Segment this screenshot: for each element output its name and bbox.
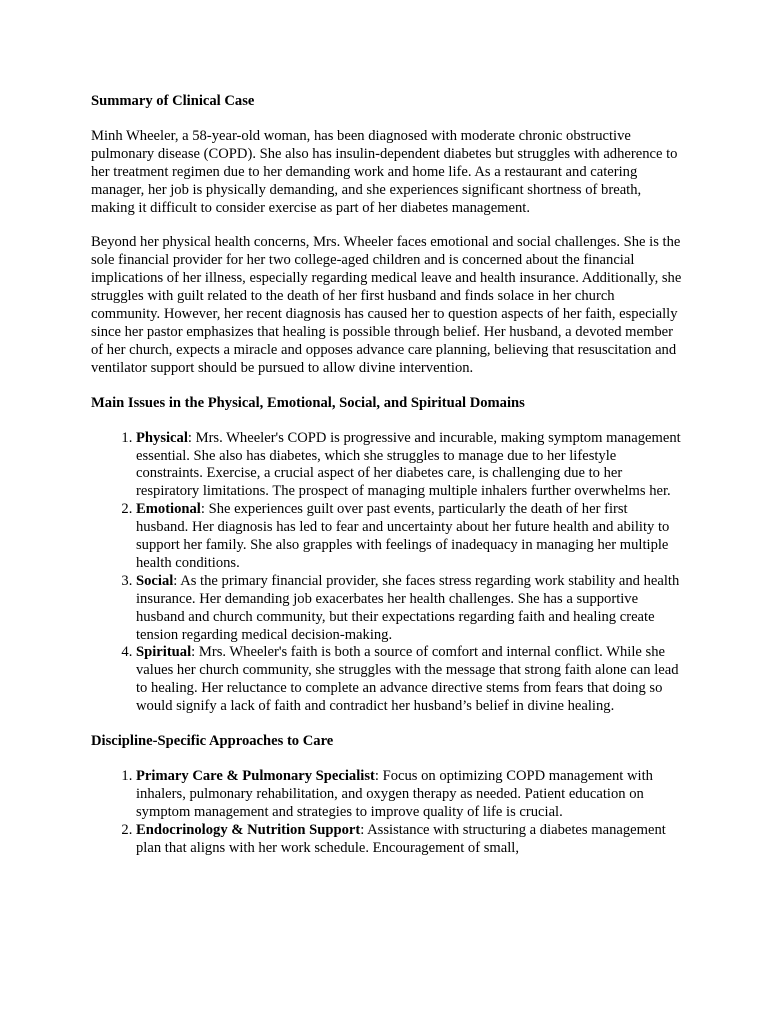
approach-text: : Focus on optimizing COPD management with inhalers, pulmonary rehabilitation, and oxygen therapy as needed. Patient education on symptom management and strategies to improve quality of life is crucial. (136, 768, 653, 820)
list-item (136, 573, 683, 645)
approach-term: Endocrinology & Nutrition Support (136, 821, 361, 838)
issue-term: Social (136, 572, 174, 589)
issue-text: : Mrs. Wheeler's COPD is progressive and incurable, making symptom management essential. She also has diabetes, which she struggles to manage due to her lifestyle constraints. Exercise, a crucial aspect of her diabetes care, is challenging due to her respiratory limitations. The prospect of managing multiple inhalers further overwhelms her. (136, 429, 681, 500)
issues-heading: Main Issues in the Physical, Emotional, Social, and Spiritual Domains (91, 394, 525, 411)
list-item (136, 768, 683, 822)
document-body (91, 93, 683, 858)
issue-term: Physical (136, 429, 188, 446)
approaches-heading: Discipline-Specific Approaches to Care (91, 733, 334, 750)
list-item (136, 822, 683, 858)
summary-paragraph-2: Beyond her physical health concerns, Mrs. Wheeler faces emotional and social challenges. She is the sole financial provider for her two college-aged children and is concerned about the financial implications of her illness, especially regarding medical leave and health insurance. Additionally, she struggles with guilt related to the death of her first husband and finds solace in her church community. However, her recent diagnosis has caused her to question aspects of her faith, especially since her pastor emphasizes that healing is possible through belief. Her husband, a devoted member of her church, expects a miracle and opposes advance care planning, believing that resuscitation and ventilator support should be pursued to allow divine intervention. (91, 234, 682, 376)
issue-term: Emotional (136, 501, 201, 518)
issue-text: : She experiences guilt over past events, particularly the death of her first husband. Her diagnosis has led to fear and uncertainty about her future health and ability to support her family. She also grapples with feelings of inadequacy in managing her multiple health conditions. (136, 501, 670, 571)
issue-term: Spiritual (136, 644, 192, 661)
list-item (136, 644, 683, 716)
summary-heading: Summary of Clinical Case (91, 93, 255, 109)
approach-term: Primary Care & Pulmonary Specialist (136, 768, 375, 784)
summary-paragraph-1: Minh Wheeler, a 58-year-old woman, has been diagnosed with moderate chronic obstructive pulmonary disease (COPD). She also has insulin-dependent diabetes but struggles with adherence to her treatment regimen due to her demanding work and home life. As a restaurant and catering manager, her job is physically demanding, and she experiences significant shortness of breath, making it difficult to consider exercise as part of her diabetes management. (91, 127, 678, 216)
list-item (136, 430, 683, 502)
issue-text: : Mrs. Wheeler's faith is both a source of comfort and internal conflict. While she values her church community, she struggles with the message that strong faith alone can lead to healing. Her reluctance to complete an advance directive stems from fears that doing so would signify a lack of faith and contradict her husband’s belief in divine healing. (136, 644, 679, 715)
approaches-list (91, 768, 683, 858)
approach-text: : Assistance with structuring a diabetes management plan that aligns with her work schedule. Encouragement of small, (136, 821, 666, 856)
issue-text: : As the primary financial provider, she faces stress regarding work stability and health insurance. Her demanding job exacerbates her health challenges. She has a supportive husband and church community, but their expectations regarding faith and healing create tension regarding medical decision-making. (136, 572, 680, 643)
issues-list (91, 430, 683, 717)
list-item (136, 501, 683, 573)
